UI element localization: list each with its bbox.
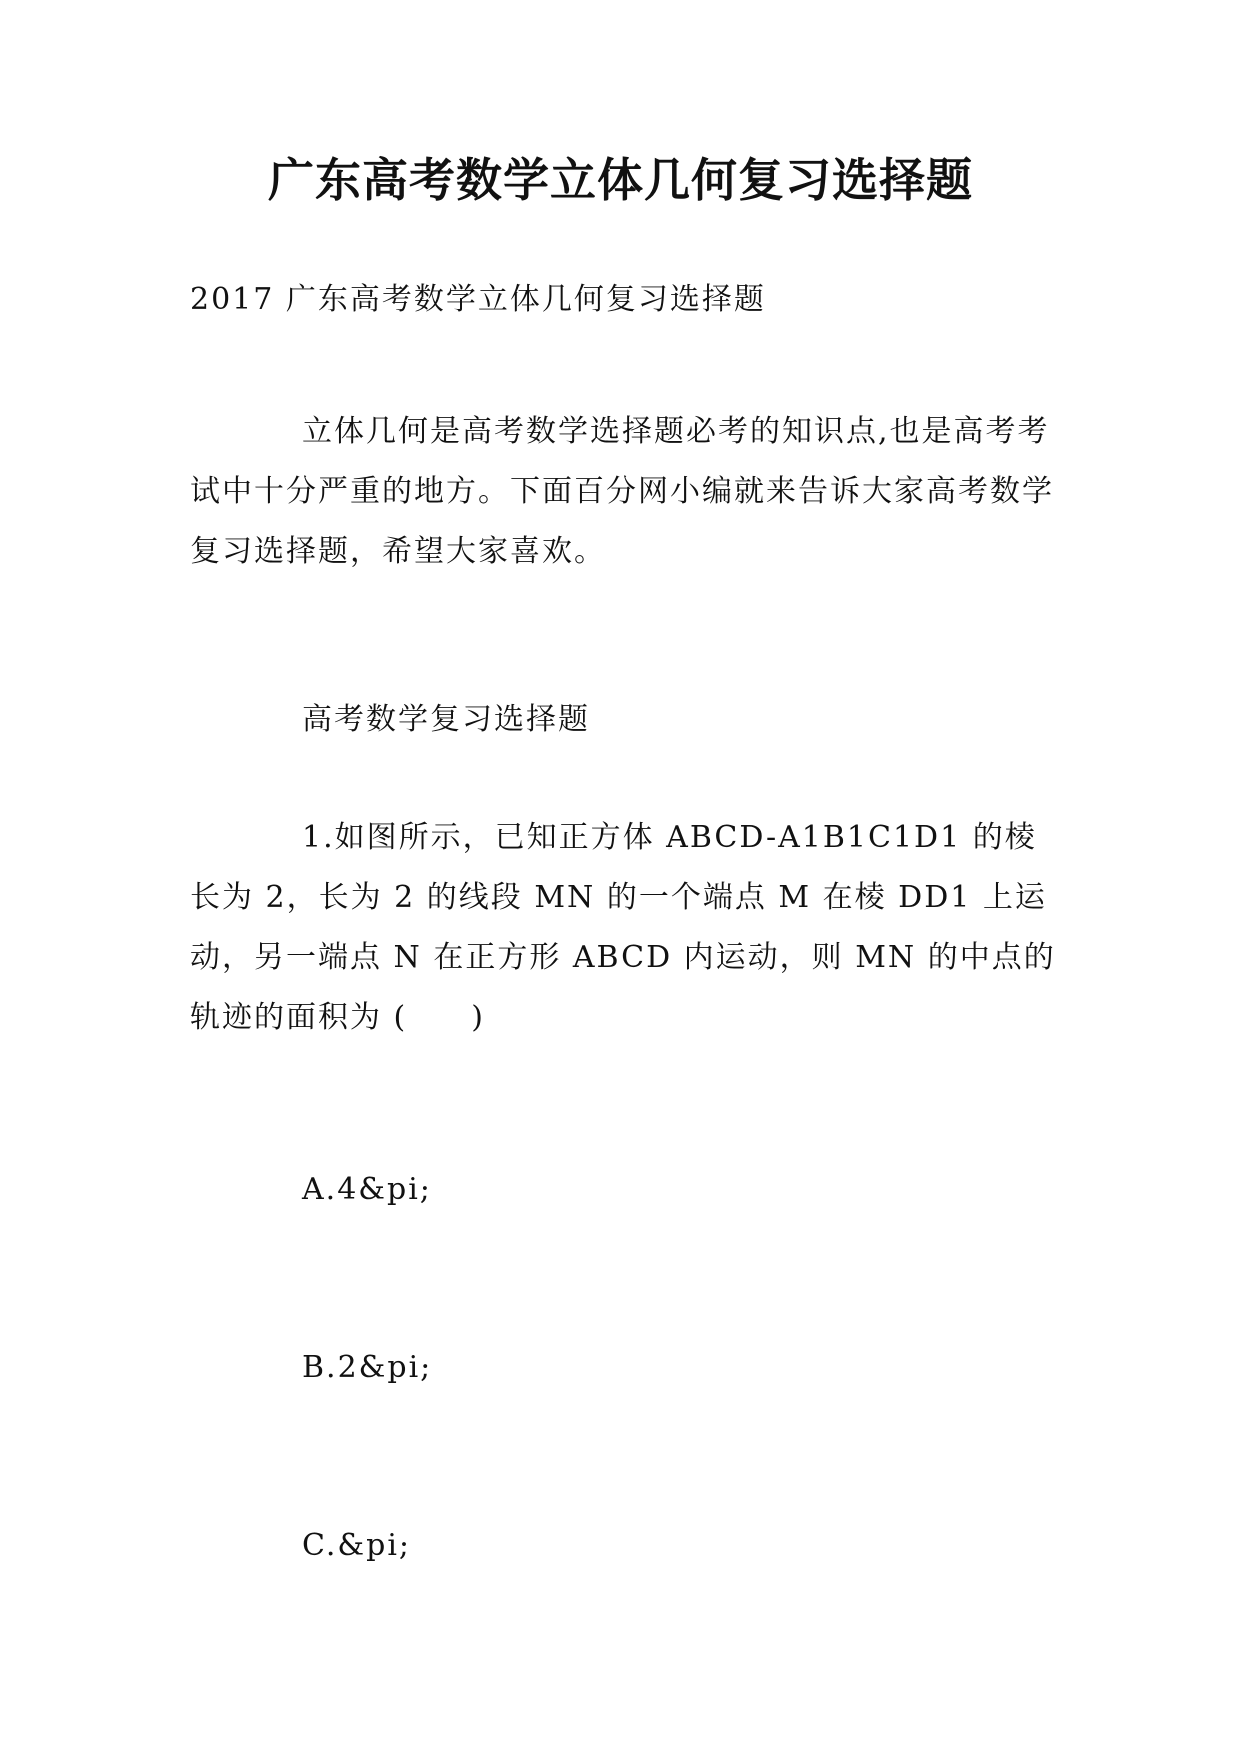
intro-paragraph: 立体几何是高考数学选择题必考的知识点,也是高考考试中十分严重的地方。下面百分网小编就来告诉大家高考数学复习选择题，希望大家喜欢。 [190,414,1054,569]
option-b: B.2&pi; [302,1350,433,1385]
section-heading: 高考数学复习选择题 [302,702,590,737]
option-a: A.4&pi; [302,1172,432,1207]
document-title: 广东高考数学立体几何复习选择题 [268,153,973,207]
document-subtitle: 2017 广东高考数学立体几何复习选择题 [190,282,766,317]
question-text: 1.如图所示，已知正方体 ABCD-A1B1C1D1 的棱长为 2，长为 2 的线段 MN 的一个端点 M 在棱 DD1 上运动，另一端点 N 在正方形 ABCD 内运动，则 MN 的中点的轨迹的面积为 ( ) [190,820,1056,1035]
option-c: C.&pi; [302,1528,412,1563]
